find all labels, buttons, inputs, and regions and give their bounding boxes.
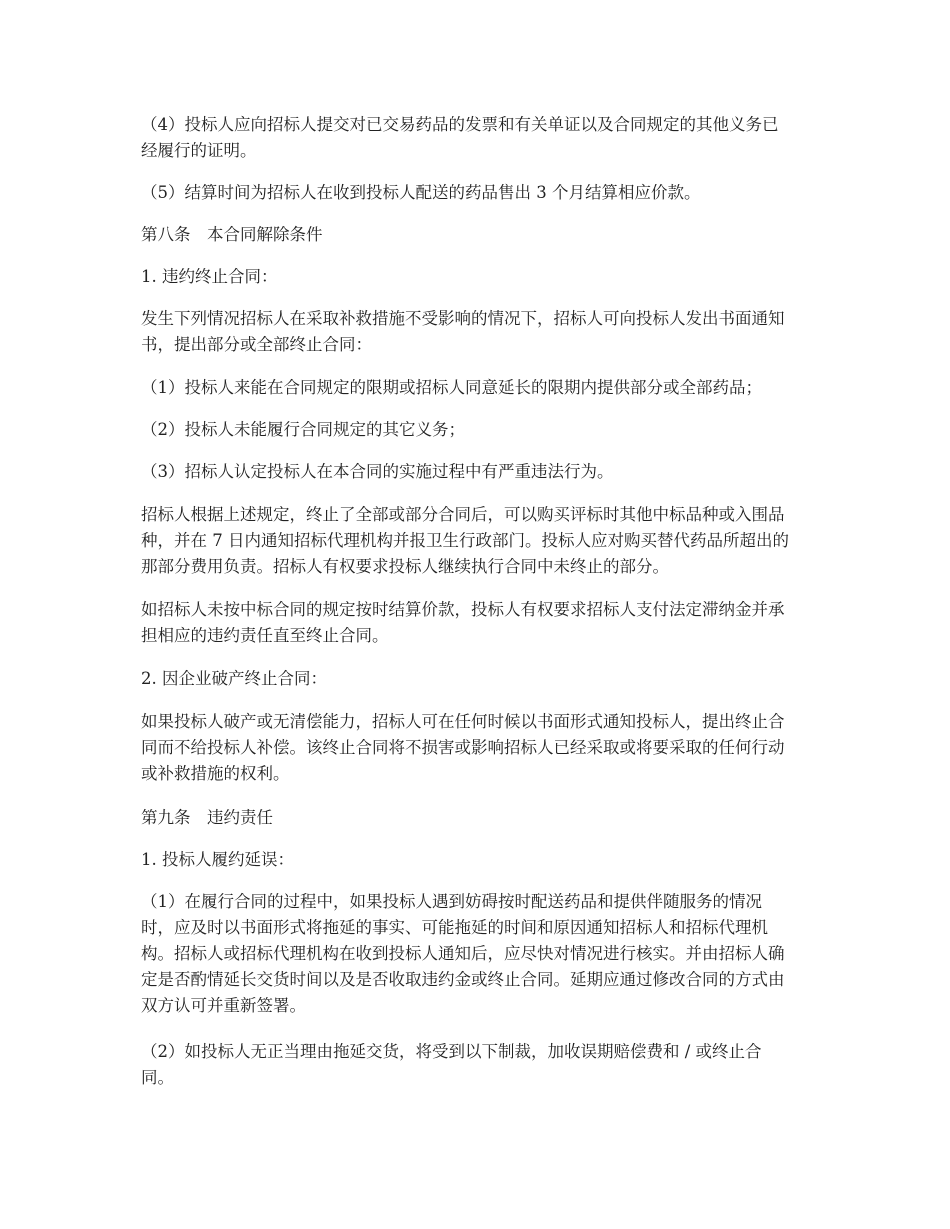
paragraph-termination-consequences: 招标人根据上述规定，终止了全部或部分合同后，可以购买评标时其他中标品种或入围品 种，并在 7 日内通知招标代理机构并报卫生行政部门。投标人应对购买替代药品所超出的 那部分费用负责。招标人有权要求投标人继续执行合同中未终止的部分。 [141, 505, 789, 576]
paragraph-late-payment: 如招标人未按中标合同的规定按时结算价款，投标人有权要求招标人支付法定滞纳金并承 担相应的违约责任直至终止合同。 [141, 600, 785, 645]
list-item-1: （1）投标人来能在合同规定的限期或招标人同意延长的限期内提供部分或全部药品； [141, 378, 762, 397]
section-delay-heading: 1. 投标人履约延误： [141, 850, 294, 869]
paragraph-written-notice: 发生下列情况招标人在采取补救措施不受影响的情况下，招标人可向投标人发出书面通知 书，提出部分或全部终止合同： [141, 309, 785, 354]
paragraph-bankruptcy-termination: 如果投标人破产或无清偿能力，招标人可在任何时候以书面形式通知投标人，提出终止合 同而不给投标人补偿。该终止合同将不损害或影响招标人已经采取或将要采取的任何行动 或补救措施的权利。 [141, 712, 785, 783]
paragraph-invoice-proof: （4）投标人应向招标人提交对已交易药品的发票和有关单证以及合同规定的其他义务已 经履行的证明。 [141, 115, 779, 160]
article-9-heading: 第九条 违约责任 [141, 808, 273, 827]
section-breach-termination-heading: 1. 违约终止合同： [141, 267, 278, 286]
paragraph-delay-notification: （1）在履行合同的过程中，如果投标人遇到妨碍按时配送药品和提供伴随服务的情况 时，应及时以书面形式将拖延的事实、可能拖延的时间和原因通知招标人和招标代理机 构。招标人或招标代理机构在收到投标人通知后，应尽快对情况进行核实。并由招标人确 定是否酌情延长交货时间以及是否收取违约金或终止合同。延期应通过修改合同的方式由 双方认可并重新签署。 [141, 892, 785, 1015]
paragraph-unjustified-delay: （2）如投标人无正当理由拖延交货，将受到以下制裁，加收误期赔偿费和 / 或终止合 同。 [141, 1042, 762, 1087]
list-item-3: （3）招标人认定投标人在本合同的实施过程中有严重违法行为。 [141, 462, 614, 481]
article-8-heading: 第八条 本合同解除条件 [141, 225, 323, 244]
section-bankruptcy-heading: 2. 因企业破产终止合同： [141, 669, 327, 688]
list-item-2: （2）投标人未能履行合同规定的其它义务； [141, 420, 465, 439]
paragraph-settlement-time: （5）结算时间为招标人在收到投标人配送的药品售出 3 个月结算相应价款。 [141, 183, 701, 202]
